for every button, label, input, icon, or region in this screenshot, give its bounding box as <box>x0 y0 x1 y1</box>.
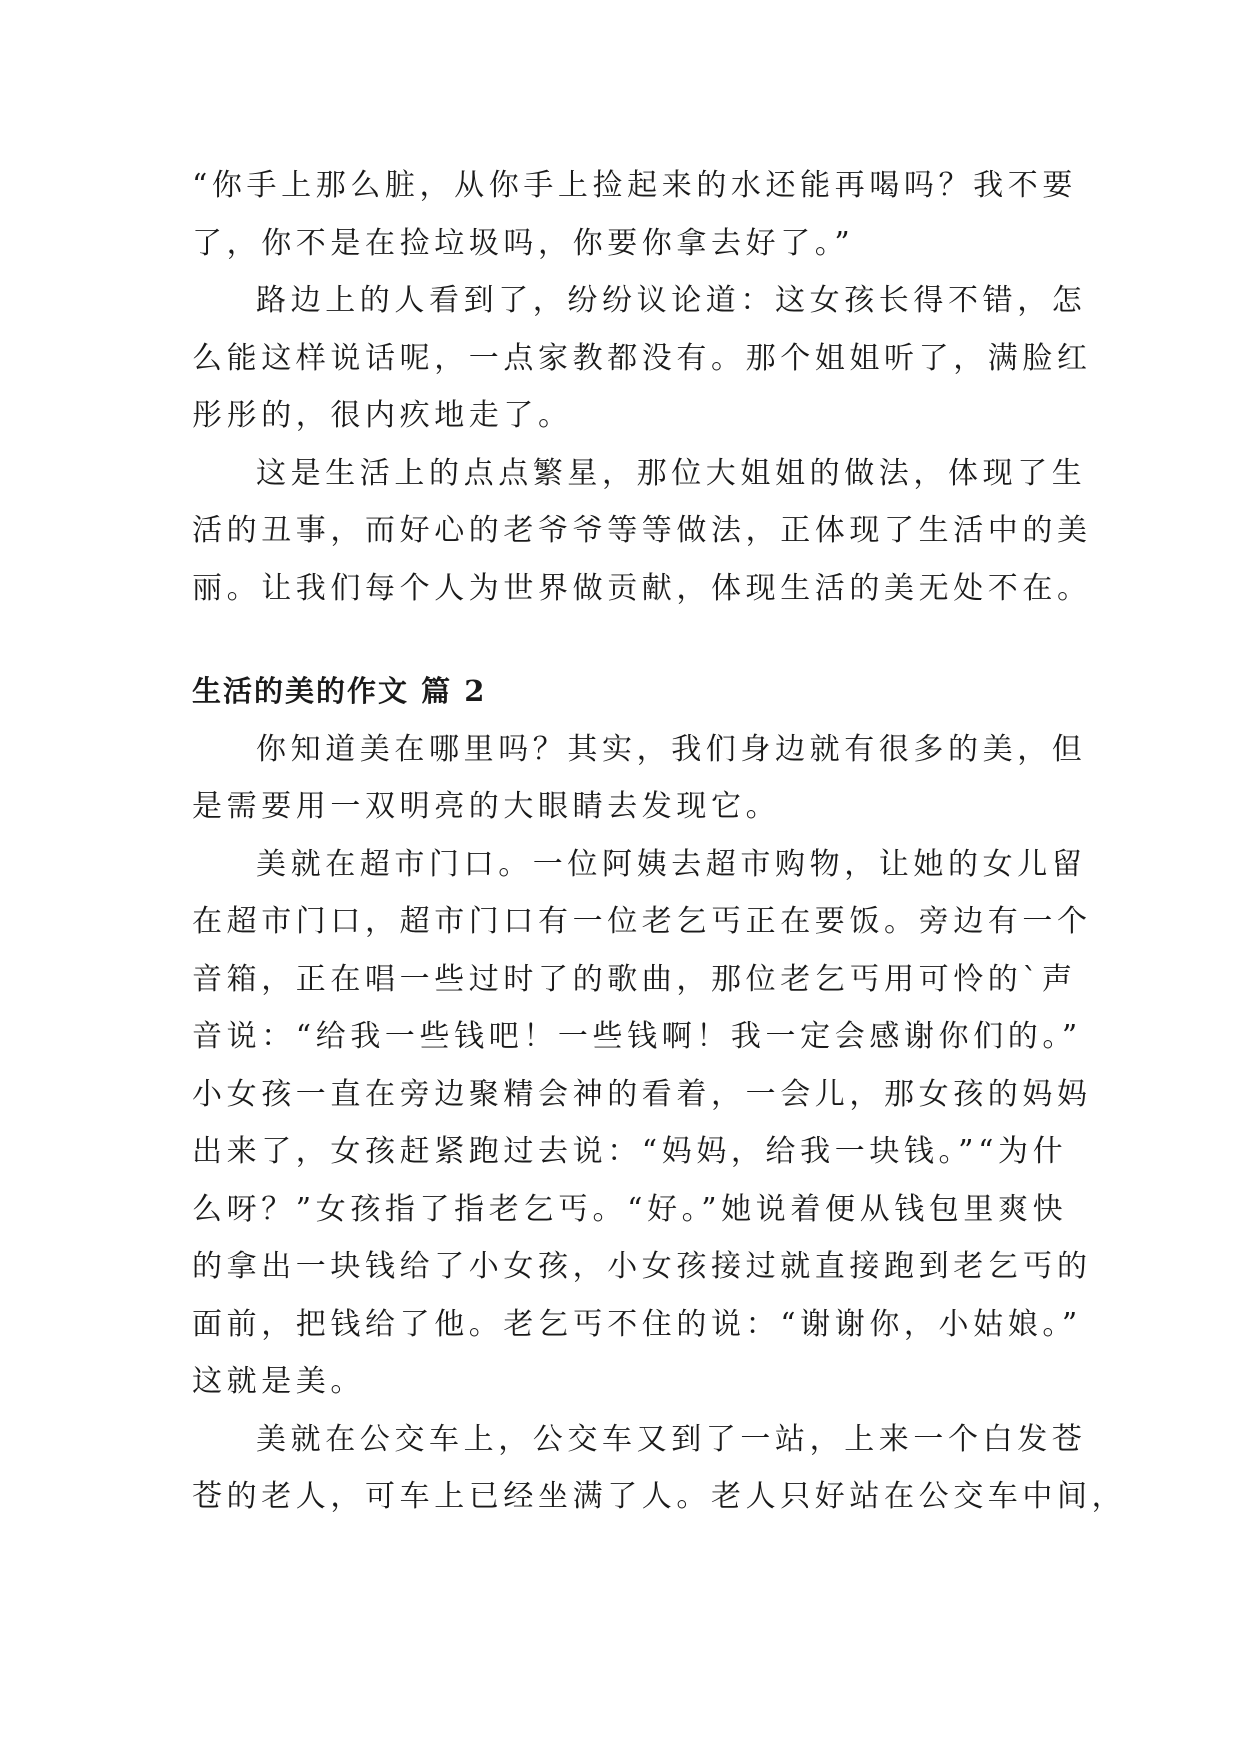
text-line: 你知道美在哪里吗？其实，我们身边就有很多的美，但 <box>256 731 1087 767</box>
text-line: 丽。让我们每个人为世界做贡献，体现生活的美无处不在。 <box>192 570 1092 606</box>
text-line: 是需要用一双明亮的大眼睛去发现它。 <box>192 789 781 824</box>
essay-body <box>192 157 1127 1526</box>
text-line: 面前，把钱给了他。老乞丐不住的说：“谢谢你，小姑娘。” <box>192 1306 1082 1342</box>
text-line: 彤彤的，很内疚地走了。 <box>192 398 573 433</box>
text-line: 出来了，女孩赶紧跑过去说：“妈妈，给我一块钱。”“为什 <box>192 1134 1068 1169</box>
text-line: 这是生活上的点点繁星，那位大姐姐的做法，体现了生 <box>256 455 1087 491</box>
text-line: 音箱，正在唱一些过时了的歌曲，那位老乞丐用可怜的`声 <box>192 961 1077 997</box>
paragraph-quote <box>192 157 1077 272</box>
text-line: 么能这样说话呢，一点家教都没有。那个姐姐听了，满脸红 <box>192 340 1092 376</box>
text-line: 小女孩一直在旁边聚精会神的看着，一会儿，那女孩的妈妈 <box>192 1076 1092 1112</box>
text-line: 这就是美。 <box>192 1364 365 1399</box>
text-line: 美就在公交车上，公交车又到了一站，上来一个白发苍 <box>256 1421 1087 1457</box>
paragraph-passersby <box>192 272 1092 445</box>
text-line: “你手上那么脏，从你手上捡起来的水还能再喝吗？我不要 <box>192 168 1077 203</box>
paragraph-supermarket <box>192 836 1092 1411</box>
text-line: 路边上的人看到了，纷纷议论道：这女孩长得不错，怎 <box>256 283 1087 318</box>
paragraph-bus <box>192 1411 1127 1526</box>
text-line: 的拿出一块钱给了小女孩，小女孩接过就直接跑到老乞丐的 <box>192 1249 1092 1284</box>
text-line: 苍的老人，可车上已经坐满了人。老人只好站在公交车中间， <box>192 1479 1127 1514</box>
text-line: 在超市门口，超市门口有一位老乞丐正在要饭。旁边有一个 <box>192 904 1092 939</box>
text-line: 么呀？”女孩指了指老乞丐。“好。”她说着便从钱包里爽快 <box>192 1191 1068 1227</box>
text-line: 了，你不是在捡垃圾吗，你要你拿去好了。” <box>192 225 855 261</box>
text-line: 活的丑事，而好心的老爷爷等等做法，正体现了生活中的美 <box>192 513 1092 548</box>
section-heading: 生活的美的作文 篇 2 <box>192 674 487 708</box>
paragraph-conclusion <box>192 445 1092 618</box>
paragraph-intro <box>192 721 1087 836</box>
text-line: 美就在超市门口。一位阿姨去超市购物，让她的女儿留 <box>256 846 1087 882</box>
text-line: 音说：“给我一些钱吧！一些钱啊！我一定会感谢你们的。” <box>192 1019 1082 1054</box>
